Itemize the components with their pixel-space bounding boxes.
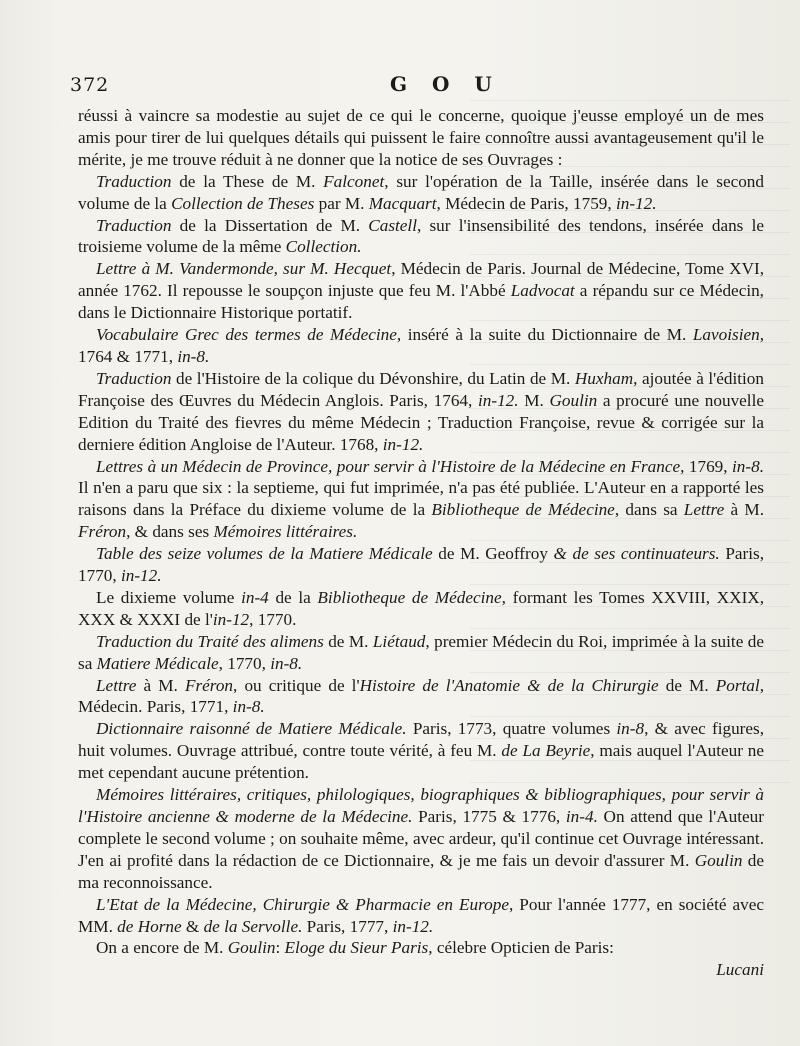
entry-paragraph (78, 718, 764, 784)
body-text (78, 105, 764, 981)
italic-text: Histoire de l'Anatomie & de la Chirurgie (359, 675, 659, 695)
italic-text: Traduction (96, 215, 172, 235)
text-run: , 1770, (218, 653, 271, 673)
text-run: de M. (323, 631, 373, 651)
italic-text: L'Etat de la Médecine, Chirurgie & Pharmacie en Europe (96, 894, 509, 914)
italic-text: Portal (715, 675, 760, 695)
italic-text: in-8 (616, 719, 645, 739)
italic-text: Goulin (694, 850, 743, 870)
text-run: de M. Geoffroy (432, 544, 554, 564)
italic-text: Mémoires littéraires, critiques, philologiques, biographiques & bibliographiques, pour servir à l'Histoire ancienne & moderne de la Médecine. (78, 785, 764, 826)
text-run: , sur l'insensibilité des tendons, insérée dans le troisieme volume de la même (78, 215, 764, 257)
catchword (78, 959, 764, 981)
italic-text: Traduction (96, 368, 172, 388)
text-run: réussi à vaincre sa modestie au sujet de ce qui le concerne, quoique j'eusse employé un de mes amis pour tirer de lui quelques détails qui puissent le faire connoître aussi avantageusement qu'il le mérite, je me trouve réduit à ne donner que la notice de ses Ouvrages : (78, 106, 764, 169)
italic-text: in-12. (392, 916, 434, 936)
text-run: Paris, 1773, quatre volumes (406, 719, 617, 739)
italic-text: Collection de Theses (171, 193, 315, 213)
text-run: , Médecin de Paris, 1759, (436, 193, 616, 213)
italic-text: Fréron (184, 675, 234, 695)
italic-text: in-12. (616, 193, 657, 213)
text-run: , Médecin de Paris. Journal de Médecine, Tome XVI, année 1762. Il repousse le soupçon injuste que feu M. l'Abbé (78, 259, 765, 301)
text-run: , Médecin. Paris, 1771, (78, 675, 764, 717)
italic-text: Bibliotheque de Médecine (317, 587, 502, 607)
italic-text: Mémoires littéraires. (213, 522, 358, 542)
text-run: a répandu sur ce Médecin, dans le Dictionnaire Historique portatif. (78, 281, 764, 323)
italic-text: Ladvocat (510, 281, 575, 301)
text-run: , & dans ses (126, 522, 214, 542)
text-run: Paris, 1777, (302, 916, 393, 936)
italic-text: Traduction (96, 171, 172, 191)
italic-text: de la Servolle. (203, 916, 303, 936)
text-run: , 1764 & 1771, (78, 325, 765, 366)
italic-text: in-12. (120, 566, 162, 586)
italic-text: Traduction du Traité des alimens (96, 631, 324, 651)
text-run: à M. (724, 500, 764, 520)
text-run: , & avec figures, huit volumes. Ouvrage attribué, contre toute vérité, à feu M. (78, 719, 765, 761)
italic-text: in-4 (241, 587, 269, 607)
text-run: , dans sa (614, 500, 684, 520)
text-run: de M. (658, 675, 716, 695)
italic-text: Matiere Médicale (96, 653, 219, 673)
text-run: , 1770. (249, 609, 297, 629)
text-run: Il n'en a paru que six : la septieme, qui fut imprimée, n'a pas été publiée. L'Auteur en a rapporté les raisons dans la Préface du dixieme volume de la (78, 478, 764, 520)
entry-paragraph (78, 105, 764, 171)
text-run: : (275, 938, 285, 958)
text-run: , ajoutée à l'édition Françoise des Œuvres du Médecin Anglois. Paris, 1764, (78, 368, 764, 410)
italic-text: Eloge du Sieur Paris (284, 938, 429, 958)
italic-text: Liétaud (372, 631, 426, 651)
italic-text: Falconet (323, 171, 385, 191)
text-run: , sur l'opération de la Taille, insérée dans le second volume de la (78, 171, 764, 213)
italic-text: Lucani (716, 960, 764, 980)
italic-text: Castell (368, 215, 417, 235)
italic-text: Macquart (368, 193, 437, 213)
italic-text: Lettre (683, 500, 725, 520)
italic-text: Goulin (549, 390, 598, 410)
italic-text: in-8. (270, 653, 303, 673)
italic-text: Vocabulaire Grec des termes de Médecine (96, 325, 397, 345)
entry-paragraph (78, 784, 764, 894)
entry-paragraph (78, 675, 764, 719)
text-run: , premier Médecin du Roi, imprimée à la suite de sa (78, 631, 764, 673)
text-run: , Pour l'année 1777, en société avec MM. (78, 894, 764, 936)
text-run: , formant les Tomes XXVIII, XXIX, XXX & XXXI de l' (78, 587, 765, 629)
text-run: On a encore de M. (96, 938, 228, 958)
text-run: de la (268, 587, 318, 607)
entry-paragraph (78, 171, 764, 215)
entry-paragraph (78, 894, 764, 938)
italic-text: de La Beyrie (501, 741, 591, 761)
text-run: Paris, 1775 & 1776, (412, 807, 566, 826)
text-run: Le dixieme volume (96, 587, 242, 607)
italic-text: Goulin (227, 938, 276, 958)
entry-paragraph (78, 258, 764, 324)
text-run: de la Dissertation de M. (171, 215, 369, 235)
entry-paragraph (78, 215, 764, 259)
italic-text: in-12. (382, 434, 424, 454)
text-run: à M. (136, 675, 185, 695)
entry-paragraph (78, 631, 764, 675)
text-run: Paris, 1770, (78, 544, 764, 586)
text-run: , inséré à la suite du Dictionnaire de M. (396, 325, 693, 345)
text-run: de l'Histoire de la colique du Dévonshire, du Latin de M. (171, 368, 575, 388)
italic-text: in-4. (565, 807, 598, 826)
italic-text: Lettres à un Médecin de Province, pour servir à l'Histoire de la Médecine en France (96, 456, 681, 476)
italic-text: Fréron (78, 522, 127, 542)
running-title: G O U (390, 72, 501, 96)
entry-paragraph (78, 368, 764, 456)
italic-text: Lettre à M. Vandermonde, sur M. Hecquet (96, 259, 392, 279)
italic-text: Table des seize volumes de la Matiere Médicale (96, 544, 433, 564)
entry-paragraph (78, 324, 764, 368)
text-run: , 1769, (680, 456, 733, 476)
italic-text: in-8. (177, 346, 210, 366)
italic-text: Bibliotheque de Médecine (431, 500, 615, 520)
italic-text: in-8. (732, 456, 765, 476)
entry-paragraph (78, 587, 764, 631)
italic-text: de Horne (117, 916, 182, 936)
italic-text: in-12 (212, 609, 250, 629)
italic-text: Lavoisien (692, 325, 760, 345)
italic-text: in-12. (477, 390, 519, 410)
entry-paragraph (78, 456, 764, 544)
page-header (70, 70, 770, 100)
italic-text: in-8. (232, 697, 265, 717)
italic-text: Lettre (96, 675, 137, 695)
italic-text: & de ses continuateurs. (553, 544, 720, 564)
italic-text: Dictionnaire raisonné de Matiere Médicale. (96, 719, 407, 739)
text-run: , célebre Opticien de Paris: (428, 938, 614, 958)
text-run: On attend que l'Auteur complete le second volume ; on souhaite même, avec ardeur, qu'il continue cet Ouvrage intéressant. J'en ai profité dans la rédaction de ce Dictionnaire, & je me fais un devoir d'assurer M. (78, 807, 764, 870)
text-run: , ou critique de l' (233, 675, 360, 695)
text-run: a procuré une nouvelle Edition du Traité des fievres du même Médecin ; Traduction Françoise, revue & corrigée sur la derniere édition Angloise de l'Auteur. 1768, (78, 390, 764, 454)
text-run: , mais auquel l'Auteur ne met cependant aucune prétention. (78, 741, 764, 783)
text-run: M. (518, 390, 550, 410)
entry-paragraph (78, 937, 764, 959)
italic-text: Collection. (285, 237, 362, 257)
text-run: & (181, 916, 204, 936)
page-number: 372 (70, 74, 110, 96)
text-run: de la These de M. (171, 171, 324, 191)
text-run: de ma reconnoissance. (78, 850, 764, 892)
entry-paragraph (78, 543, 764, 587)
text-run: par M. (314, 193, 369, 213)
italic-text: Huxham (574, 368, 634, 388)
